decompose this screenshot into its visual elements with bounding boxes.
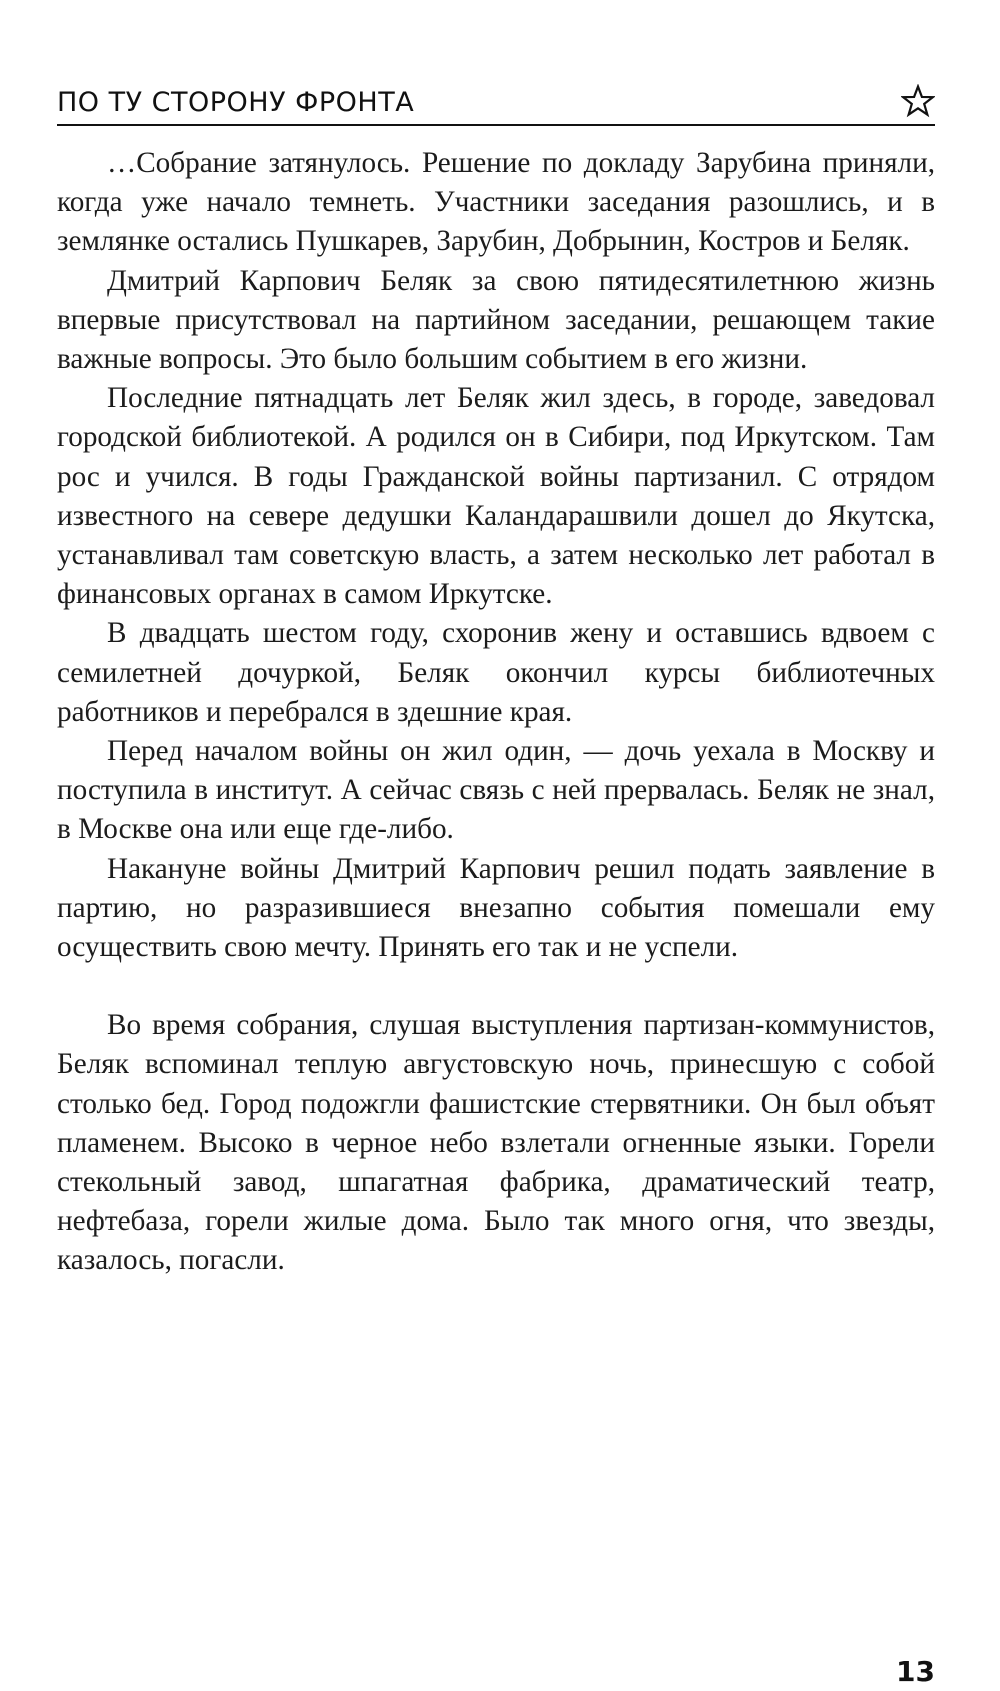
paragraph: Дмитрий Карпович Беляк за свою пятидесятилетнюю жизнь впервые присутствовал на партийном заседании, решающем такие важные вопросы. Это было большим событием в его жизни. <box>57 264 935 376</box>
running-header <box>57 78 935 126</box>
paragraph: В двадцать шестом году, схоронив жену и оставшись вдвоем с семилетней дочуркой, Беляк окончил курсы библиотечных работников и перебрался в здешние края. <box>57 617 935 728</box>
paragraph: Накануне войны Дмитрий Карпович решил подать заявление в партию, но разразившиеся внезапно события помешали ему осуществить свою мечту. Принять его так и не успели. <box>57 852 935 964</box>
body-text <box>57 144 935 1281</box>
paragraph: …Собрание затянулось. Решение по докладу Зарубина приняли, когда уже начало темнеть. Участники заседания разошлись, и в землянке остались Пушкарев, Зарубин, Добрынин, Костров и Беляк. <box>57 147 935 258</box>
paragraph: Перед началом войны он жил один, — дочь уехала в Москву и поступила в институт. А сейчас связь с ней прервалась. Беляк не знал, в Москве она или еще где-либо. <box>57 735 935 846</box>
star-outline-icon <box>901 84 935 118</box>
paragraph: Во время собрания, слушая выступления партизан-коммунистов, Беляк вспоминал теплую августовскую ночь, принесшую с собой столько бед. Город подожгли фашистские стервятники. Он был объят пламенем. Высоко в черное небо взлетали огненные языки. Горели стекольный завод, шпагатная фабрика, драматический театр, нефтебаза, горели жилые дома. Было так много огня, что звезды, казалось, погасли. <box>57 1009 935 1277</box>
page-number: 13 <box>896 1655 935 1688</box>
book-page <box>57 78 935 1688</box>
paragraph: Последние пятнадцать лет Беляк жил здесь, в городе, заведовал городской библиотекой. А родился он в Сибири, под Иркутском. Там рос и учился. В годы Гражданской войны партизанил. С отрядом известного на севере дедушки Каландарашвили дошел до Якутска, устанавливал там советскую власть, а затем несколько лет работал в финансовых органах в самом Иркутске. <box>57 382 935 611</box>
running-title: ПО ТУ СТОРОНУ ФРОНТА <box>57 87 415 118</box>
